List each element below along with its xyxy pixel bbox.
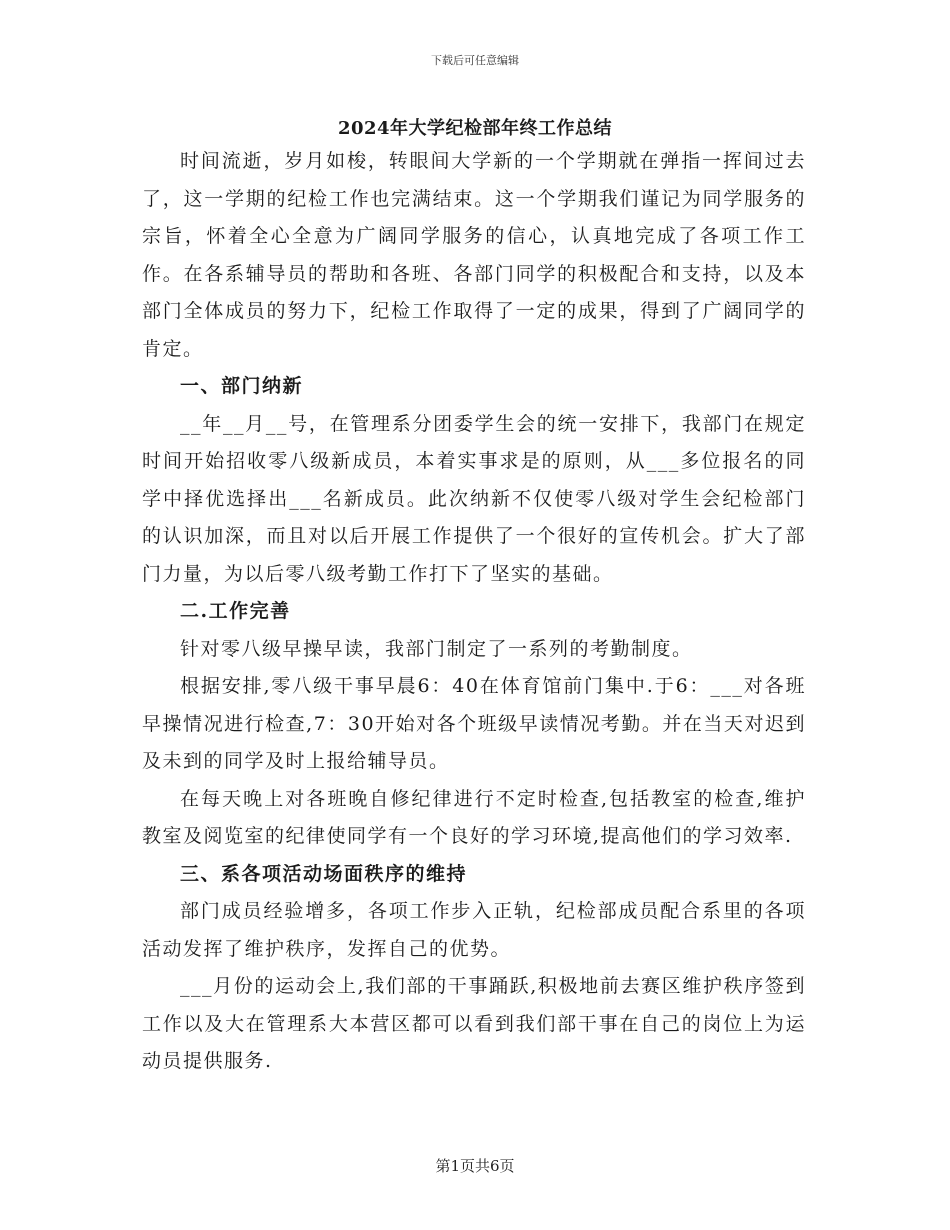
activities-paragraph: 部门成员经验增多，各项工作步入正轨，纪检部成员配合系里的各项活动发挥了维护秩序，发挥自己的优势。 bbox=[142, 900, 806, 960]
recruitment-paragraph: __年__月__号，在管理系分团委学生会的统一安排下，我部门在规定时间开始招收零八级新成员，本着实事求是的原则，从___多位报名的同学中择优选择出___名新成员。此次纳新不仅使零八级对学生会纪检部门的认识加深，而且对以后开展工作提供了一个很好的宣传机会。扩大了部门力量，为以后零八级考勤工作打下了坚实的基础。 bbox=[142, 412, 806, 585]
evening-check-paragraph: 在每天晚上对各班晚自修纪律进行不定时检查,包括教室的检查,维护教室及阅览室的纪律使同学有一个良好的学习环境,提高他们的学习效率. bbox=[142, 787, 806, 847]
sports-meet-paragraph: ___月份的运动会上,我们部的干事踊跃,积极地前去赛区维护秩序签到工作以及大在管理系大本营区都可以看到我们部干事在自己的岗位上为运动员提供服务. bbox=[142, 975, 806, 1072]
morning-schedule-paragraph: 根据安排,零八级干事早晨6：40在体育馆前门集中.于6：___对各班早操情况进行检查,7：30开始对各个班级早读情况考勤。并在当天对迟到及未到的同学及时上报给辅导员。 bbox=[142, 675, 806, 772]
section-heading-work-improvement: 二.工作完善 bbox=[180, 600, 291, 622]
document-body bbox=[142, 143, 806, 1081]
page-number: 第1页共6页 bbox=[435, 1157, 515, 1175]
page-header-note: 下载后可任意编辑 bbox=[431, 54, 519, 67]
section-heading-order-maintenance: 三、系各项活动场面秩序的维持 bbox=[180, 862, 468, 885]
section-heading-recruitment: 一、部门纳新 bbox=[180, 375, 304, 397]
intro-paragraph: 时间流逝，岁月如梭，转眼间大学新的一个学期就在弹指一挥间过去了，这一学期的纪检工作也完满结束。这一个学期我们谨记为同学服务的宗旨，怀着全心全意为广阔同学服务的信心，认真地完成了各项工作工作。在各系辅导员的帮助和各班、各部门同学的积极配合和支持，以及本部门全体成员的努力下，纪检工作取得了一定的成果，得到了广阔同学的肯定。 bbox=[142, 150, 806, 360]
attendance-policy-paragraph: 针对零八级早操早读，我部门制定了一系列的考勤制度。 bbox=[180, 637, 693, 660]
document-title: 2024年大学纪检部年终工作总结 bbox=[337, 118, 613, 139]
